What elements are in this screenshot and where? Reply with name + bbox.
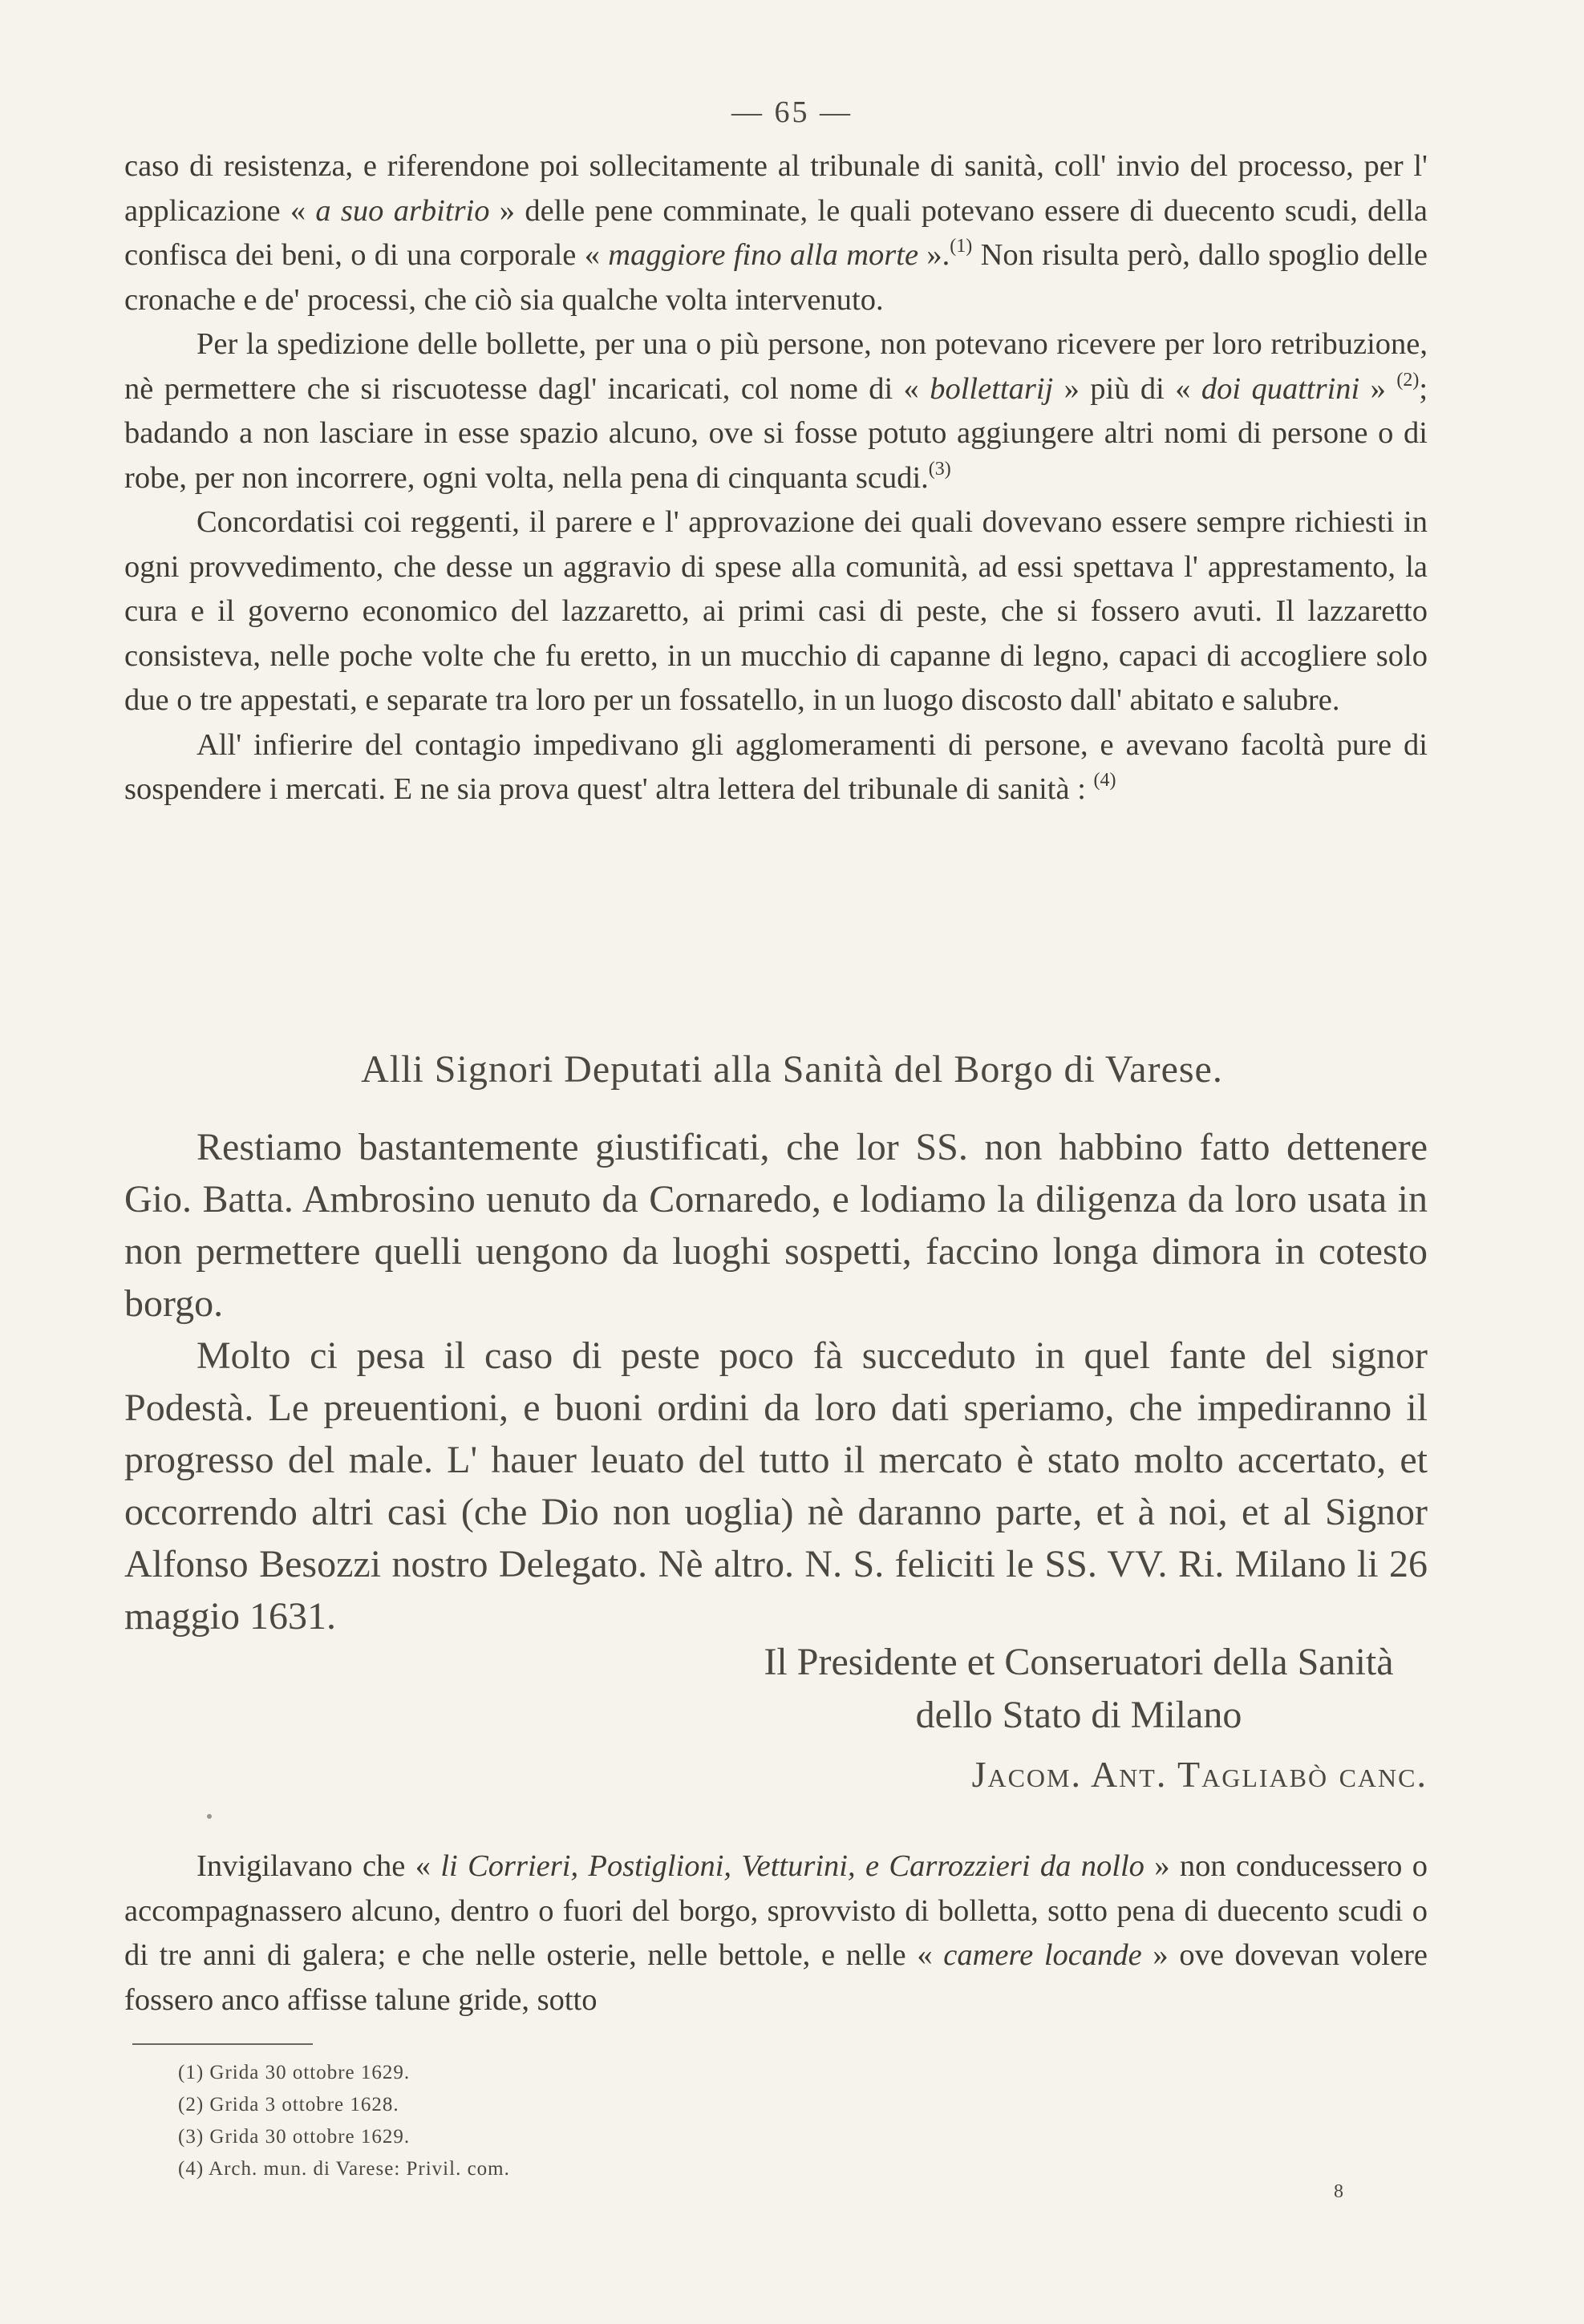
text-run: All' infierire del contagio impedivano gli agglomeramenti di persone, e avevano facoltà pure di sospendere i mercati. E ne sia prova quest' altra lettera del tribunale di sanità :	[124, 727, 1428, 806]
footnote-rule	[132, 2043, 313, 2045]
body-paragraph	[124, 322, 1428, 500]
text-run: ; badando a non lasciare in esse spazio alcuno, ove si fosse potuto aggiungere altri nomi di persone o di robe, per non incorrere, ogni volta, nella pena di cinquanta scudi.	[124, 371, 1428, 495]
letter-paragraph: Restiamo bastantemente giustificati, che lor SS. non habbino fatto dettenere Gio. Batta. Ambrosino uenuto da Cornaredo, e lodiamo la diligenza da loro usata in non permettere quelli uengono da luoghi sospetti, faccino longa dimora in cotesto borgo.	[124, 1126, 1428, 1325]
letter-body	[124, 1121, 1428, 1642]
footnote: (1) Grida 30 ottobre 1629.	[178, 2062, 411, 2083]
closing-text	[124, 1844, 1428, 2022]
footnote-ref: (1)	[950, 236, 973, 257]
letter-heading: Alli Signori Deputati alla Sanità del Borgo di Varese.	[361, 1048, 1223, 1091]
text-run: ».	[918, 238, 950, 272]
letter-signer: Jacom. Ant. Tagliabò canc.	[971, 1754, 1428, 1795]
footnote: (2) Grida 3 ottobre 1628.	[178, 2094, 399, 2115]
signoff-line: dello Stato di Milano	[915, 1694, 1242, 1736]
footnote-ref: (4)	[1093, 770, 1116, 791]
italic-quote: a suo arbitrio	[315, 193, 490, 228]
body-paragraph	[124, 723, 1428, 812]
ink-speck	[207, 1814, 212, 1819]
closing-paragraph	[124, 1844, 1428, 2022]
text-run: » più di «	[1053, 371, 1201, 406]
signature-mark: 8	[1334, 2181, 1343, 2202]
letter-signoff	[678, 1636, 1480, 1742]
italic-quote: maggiore fino alla morte	[608, 238, 919, 272]
footnote-ref: (3)	[928, 458, 951, 480]
text-run: » delle pene comminate, le quali potevano essere di duecento scudi, della confisca dei beni, o di una corporale «	[124, 193, 1428, 272]
page-number: — 65 —	[731, 95, 853, 129]
text-run: Invigilavano che «	[196, 1849, 441, 1883]
text-run: caso di resistenza, e riferendone poi sollecitamente al tribunale di sanità, coll' invio del processo, per l' applicazione «	[124, 149, 1428, 228]
body-paragraph	[124, 144, 1428, 322]
text-run: Concordatisi coi reggenti, il parere e l' approvazione dei quali dovevano essere sempre richiesti in ogni provvedimento, che desse un aggravio di spese alla comunità, ad essi spettava l' apprestamento, la cura e il governo economico del lazzaretto, ai primi casi di peste, che si fossero avuti. Il lazzaretto consisteva, nelle poche volte che fu eretto, in un mucchio di capanne di legno, capaci di accogliere solo due o tre appestati, e separate tra loro per un fossatello, in un luogo discosto dall' abitato e salubre.	[124, 505, 1428, 717]
text-run: Per la spedizione delle bollette, per una o più persone, non potevano ricevere per loro retribuzione, nè permettere che si riscuotesse dagl' incaricati, col nome di «	[124, 327, 1428, 406]
main-text	[124, 144, 1428, 812]
letter-paragraph: Molto ci pesa il caso di peste poco fà succeduto in quel fante del signor Podestà. Le preuentioni, e buoni ordini da loro dati speriamo, che impediranno il progresso del male. L' hauer leuato del tutto il mercato è stato molto accertato, et occorrendo altri casi (che Dio non uoglia) nè daranno parte, et à noi, et al Signor Alfonso Besozzi nostro Delegato. Nè altro. N. S. feliciti le SS. VV. Ri. Milano li 26 maggio 1631.	[124, 1334, 1428, 1638]
body-paragraph	[124, 500, 1428, 723]
signoff-line: Il Presidente et Conseruatori della Sanità	[764, 1641, 1394, 1683]
italic-quote: li Corrieri, Postiglioni, Vetturini, e Carrozzieri da nollo	[440, 1849, 1144, 1883]
footnotes	[178, 2057, 510, 2185]
text-run: » non conducessero o accompagnassero alcuno, dentro o fuori del borgo, sprovvisto di bolletta, sotto pena di duecento scudi o di tre anni di galera; e che nelle osterie, nelle bettole, e nelle «	[124, 1849, 1428, 1972]
footnote-ref: (2)	[1396, 369, 1420, 391]
italic-quote: bollettarij	[930, 371, 1054, 406]
text-run: »	[1359, 371, 1397, 406]
italic-quote: doi quattrini	[1201, 371, 1360, 406]
italic-quote: camere locande	[943, 1938, 1142, 1972]
footnote: (3) Grida 30 ottobre 1629.	[178, 2126, 411, 2148]
text-run: Non risulta però, dallo spoglio delle cronache e de' processi, che ciò sia qualche volta intervenuto.	[124, 238, 1428, 317]
text-run: » ove dovevan volere fossero anco affisse talune gride, sotto	[124, 1938, 1428, 2017]
footnote: (4) Arch. mun. di Varese: Privil. com.	[178, 2158, 510, 2180]
